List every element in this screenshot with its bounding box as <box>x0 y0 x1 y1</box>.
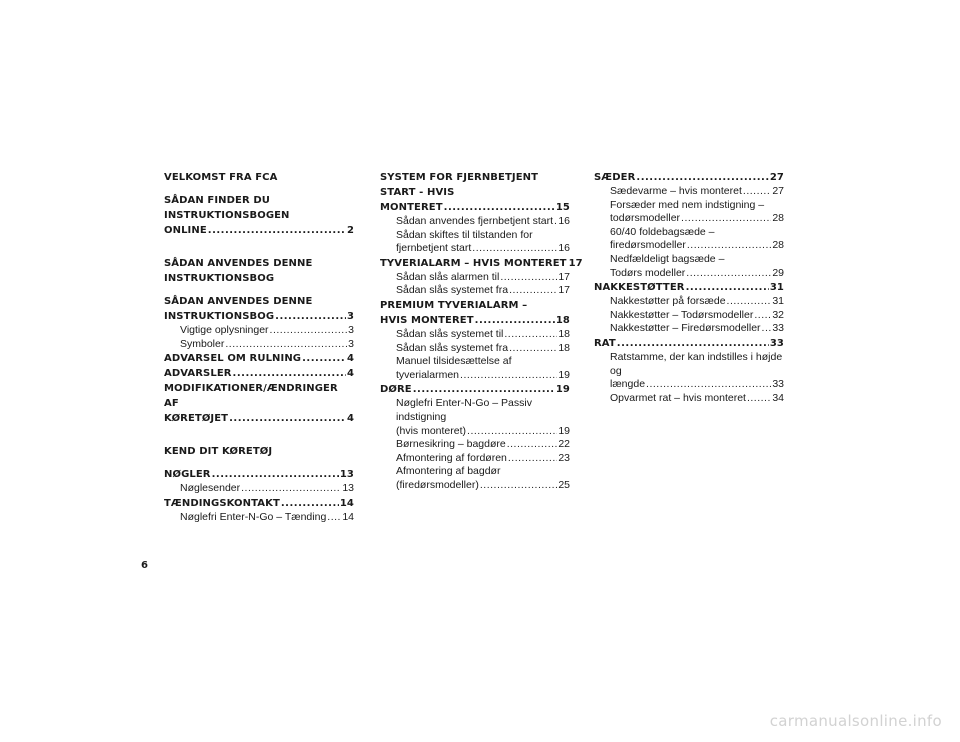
page-ref: 3 <box>348 324 354 336</box>
toc-subentry[interactable] <box>594 199 784 226</box>
toc-subentry-label: Nakkestøtter på forsæde <box>610 295 726 308</box>
toc-subentry[interactable] <box>594 351 784 392</box>
toc-subentry[interactable] <box>594 309 784 323</box>
leader-dots <box>467 425 557 439</box>
toc-subentry[interactable] <box>594 392 784 406</box>
toc-entry[interactable] <box>164 496 354 511</box>
leader-dots <box>554 215 557 229</box>
toc-heading: MONTERET <box>380 202 443 213</box>
toc-column-2 <box>380 170 583 493</box>
page-ref: 33 <box>772 322 784 335</box>
toc-subentry[interactable] <box>380 271 570 285</box>
toc-entry[interactable] <box>164 351 354 366</box>
toc-subentry-label: Nøglefri Enter-N-Go – Tænding <box>180 510 327 523</box>
toc-entry[interactable] <box>380 170 570 215</box>
toc-subentry-label: tyverialarmen <box>396 368 460 381</box>
toc-subentry-label: Nedfældeligt bagsæde – <box>610 252 725 265</box>
toc-subentry[interactable] <box>164 338 354 352</box>
leader-dots <box>686 280 769 295</box>
toc-heading: TYVERIALARM – HVIS MONTERET <box>380 257 567 269</box>
toc-heading: DØRE <box>380 384 412 396</box>
leader-dots <box>681 212 771 226</box>
leader-dots <box>636 170 768 185</box>
page-ref: 33 <box>769 337 784 349</box>
leader-dots <box>646 378 771 392</box>
leader-dots <box>500 271 557 285</box>
page-ref: 15 <box>555 202 570 213</box>
toc-subentry[interactable] <box>594 322 784 336</box>
toc-entry[interactable] <box>380 298 570 328</box>
toc-subentry-label: Sådan skiftes til tilstanden for <box>396 228 533 241</box>
toc-subentry-label: Sådan slås systemet til <box>396 327 504 340</box>
toc-heading: NØGLER <box>164 469 211 481</box>
page-ref: 4 <box>346 353 354 365</box>
toc-entry[interactable] <box>164 294 354 324</box>
toc-heading: HVIS MONTERET <box>380 314 474 326</box>
toc-subentry-label: Sådan slås systemet fra <box>396 284 509 297</box>
toc-subentry-label: Nakkestøtter – Firedørsmodeller <box>610 322 761 335</box>
leader-dots <box>687 239 771 253</box>
toc-entry[interactable] <box>164 366 354 381</box>
toc-subentry[interactable] <box>380 397 570 438</box>
toc-subentry-label: Nakkestøtter – Todørsmodeller <box>610 308 754 321</box>
toc-entry[interactable] <box>380 256 583 271</box>
page-ref: 31 <box>769 282 784 294</box>
toc-subentry-label: Afmontering af bagdør <box>396 465 501 478</box>
toc-heading: TÆNDINGSKONTAKT <box>164 497 280 509</box>
toc-heading: NAKKESTØTTER <box>594 282 685 294</box>
toc-column-1 <box>164 170 354 524</box>
toc-subentry-label: Sådan anvendes fjernbetjent start <box>396 215 554 227</box>
toc-subentry-label: (hvis monteret) <box>396 424 467 437</box>
page-ref: 17 <box>558 270 570 283</box>
leader-dots <box>509 284 557 298</box>
toc-subentry[interactable] <box>380 215 570 229</box>
leader-dots <box>475 313 555 328</box>
toc-entry[interactable] <box>164 193 354 238</box>
toc-subentry[interactable] <box>164 324 354 338</box>
page-ref: 2 <box>346 225 354 236</box>
toc-subentry-label: Nøglefri Enter-N-Go – Passiv indstigning <box>396 397 532 423</box>
toc-subentry-label: Børnesikring – bagdøre <box>396 438 506 451</box>
toc-heading: MODIFIKATIONER/ÆNDRINGER AF <box>164 383 338 410</box>
page-ref: 13 <box>342 482 354 495</box>
watermark[interactable]: carmanualsonline.info <box>769 712 942 730</box>
leader-dots <box>480 479 557 493</box>
toc-subentry[interactable] <box>380 355 570 382</box>
leader-dots <box>460 369 557 383</box>
toc-heading: ADVARSLER <box>164 368 232 380</box>
toc-subentry-label: Manuel tilsidesættelse af <box>396 355 512 368</box>
toc-subentry[interactable] <box>594 185 784 199</box>
leader-dots <box>270 324 348 338</box>
page-ref: 33 <box>772 378 784 391</box>
toc-subentry-label: todørsmodeller <box>610 212 681 225</box>
page-ref: 27 <box>772 185 784 197</box>
leader-dots <box>507 438 558 452</box>
toc-subentry[interactable] <box>594 226 784 253</box>
toc-column-3 <box>594 170 784 405</box>
page-ref: 23 <box>558 451 570 464</box>
leader-dots <box>225 338 347 352</box>
toc-heading: RAT <box>594 337 616 349</box>
page-ref: 32 <box>772 308 784 321</box>
toc-subentry-label: Symboler <box>180 337 225 350</box>
leader-dots <box>208 223 346 238</box>
toc-subentry[interactable] <box>380 328 570 342</box>
toc-heading: SÆDER <box>594 172 636 183</box>
page-ref: 19 <box>555 384 570 396</box>
page-ref: 16 <box>558 242 570 255</box>
leader-dots <box>327 511 341 525</box>
toc-subentry-label: 60/40 foldebagsæde – <box>610 225 715 238</box>
toc-heading: SYSTEM FOR FJERNBETJENT START - HVIS <box>380 172 539 198</box>
leader-dots <box>229 411 346 426</box>
toc-heading: SÅDAN ANVENDES DENNE <box>164 258 313 269</box>
toc-heading: SÅDAN FINDER DU INSTRUKTIONSBOGEN <box>164 195 290 221</box>
toc-subentry-label: Sådan slås alarmen til <box>396 270 500 283</box>
toc-heading: INSTRUKTIONSBOG <box>164 273 275 284</box>
leader-dots <box>472 242 557 256</box>
leader-dots <box>413 382 555 397</box>
toc-subentry-label: (firedørsmodeller) <box>396 478 479 491</box>
toc-subentry-label: Ratstamme, der kan indstilles i højde og <box>610 350 783 377</box>
toc-heading: ADVARSEL OM RULNING <box>164 353 302 365</box>
leader-dots <box>509 342 557 356</box>
leader-dots <box>212 467 339 482</box>
toc-entry[interactable] <box>164 256 354 286</box>
leader-dots <box>508 452 557 466</box>
toc-subentry[interactable] <box>380 229 570 256</box>
page-ref: 29 <box>772 266 784 279</box>
toc-entry[interactable] <box>594 280 784 295</box>
page-ref: 22 <box>558 438 570 451</box>
toc-subentry[interactable] <box>594 253 784 280</box>
leader-dots <box>686 267 771 281</box>
toc-heading: PREMIUM TYVERIALARM – <box>380 299 528 311</box>
toc-subentry-label: Afmontering af fordøren <box>396 451 507 464</box>
leader-dots <box>233 366 346 381</box>
page-ref: 18 <box>555 314 570 326</box>
toc-heading: ONLINE <box>164 225 207 236</box>
toc-subentry-label: Todørs modeller <box>610 266 686 279</box>
toc-subentry[interactable] <box>380 452 570 466</box>
toc-subentry-label: Sædevarme – hvis monteret <box>610 185 742 197</box>
toc-subentry-label: firedørsmodeller <box>610 239 686 252</box>
toc-heading: SÅDAN ANVENDES DENNE <box>164 296 313 307</box>
leader-dots <box>281 496 339 511</box>
toc-subentry-label: Vigtige oplysninger <box>180 324 269 336</box>
page-ref: 19 <box>558 424 570 437</box>
page-ref: 18 <box>558 327 570 340</box>
leader-dots <box>727 295 772 309</box>
leader-dots <box>302 351 346 366</box>
page-ref: 3 <box>346 311 354 322</box>
section-heading: KEND DIT KØRETØJ <box>164 446 273 458</box>
page-number: 6 <box>141 560 148 571</box>
page-ref: 17 <box>558 284 570 297</box>
page-ref: 13 <box>339 469 354 481</box>
leader-dots <box>743 185 771 199</box>
page-ref: 19 <box>558 368 570 381</box>
toc-subentry[interactable] <box>380 465 570 492</box>
toc-entry[interactable] <box>594 336 784 351</box>
toc-subentry-label: Forsæder med nem indstigning – <box>610 198 765 211</box>
toc-subentry[interactable] <box>164 482 354 496</box>
toc-heading: INSTRUKTIONSBOG <box>164 311 275 322</box>
page-ref: 34 <box>772 391 784 404</box>
page-ref: 16 <box>558 215 570 227</box>
leader-dots <box>747 392 771 406</box>
page-ref: 14 <box>342 510 354 523</box>
leader-dots <box>754 309 771 323</box>
page-ref: 4 <box>346 368 354 380</box>
toc-subentry[interactable] <box>380 342 570 356</box>
leader-dots <box>504 328 557 342</box>
page-ref: 18 <box>558 341 570 354</box>
toc-subentry[interactable] <box>380 284 570 298</box>
toc-entry[interactable] <box>164 381 354 426</box>
toc-heading: VELKOMST FRA FCA <box>164 172 278 183</box>
page-ref: 28 <box>772 239 784 252</box>
page-ref: 17 <box>568 257 583 269</box>
toc-subentry[interactable] <box>164 511 354 525</box>
toc-entry[interactable] <box>594 170 784 185</box>
toc-subentry-label: Sådan slås systemet fra <box>396 341 509 354</box>
toc-subentry-label: længde <box>610 378 646 391</box>
toc-subentry-label: Nøglesender <box>180 482 241 495</box>
toc-subentry-label: Opvarmet rat – hvis monteret <box>610 391 746 404</box>
toc-subentry-label: fjernbetjent start <box>396 242 472 255</box>
toc-subentry[interactable] <box>380 438 570 452</box>
leader-dots <box>241 482 341 496</box>
page-ref: 27 <box>769 172 784 183</box>
page-ref: 4 <box>346 413 354 425</box>
leader-dots <box>275 309 346 324</box>
page-ref: 31 <box>772 295 784 308</box>
page-ref: 14 <box>339 497 354 509</box>
page-ref: 28 <box>772 212 784 225</box>
toc-subentry[interactable] <box>594 295 784 309</box>
page-ref: 3 <box>348 337 354 350</box>
toc-entry[interactable] <box>380 382 570 397</box>
leader-dots <box>617 336 769 351</box>
toc-heading: KØRETØJET <box>164 413 229 425</box>
toc-entry[interactable] <box>164 467 354 482</box>
page-ref: 25 <box>558 478 570 491</box>
leader-dots <box>444 200 555 215</box>
leader-dots <box>762 322 772 336</box>
